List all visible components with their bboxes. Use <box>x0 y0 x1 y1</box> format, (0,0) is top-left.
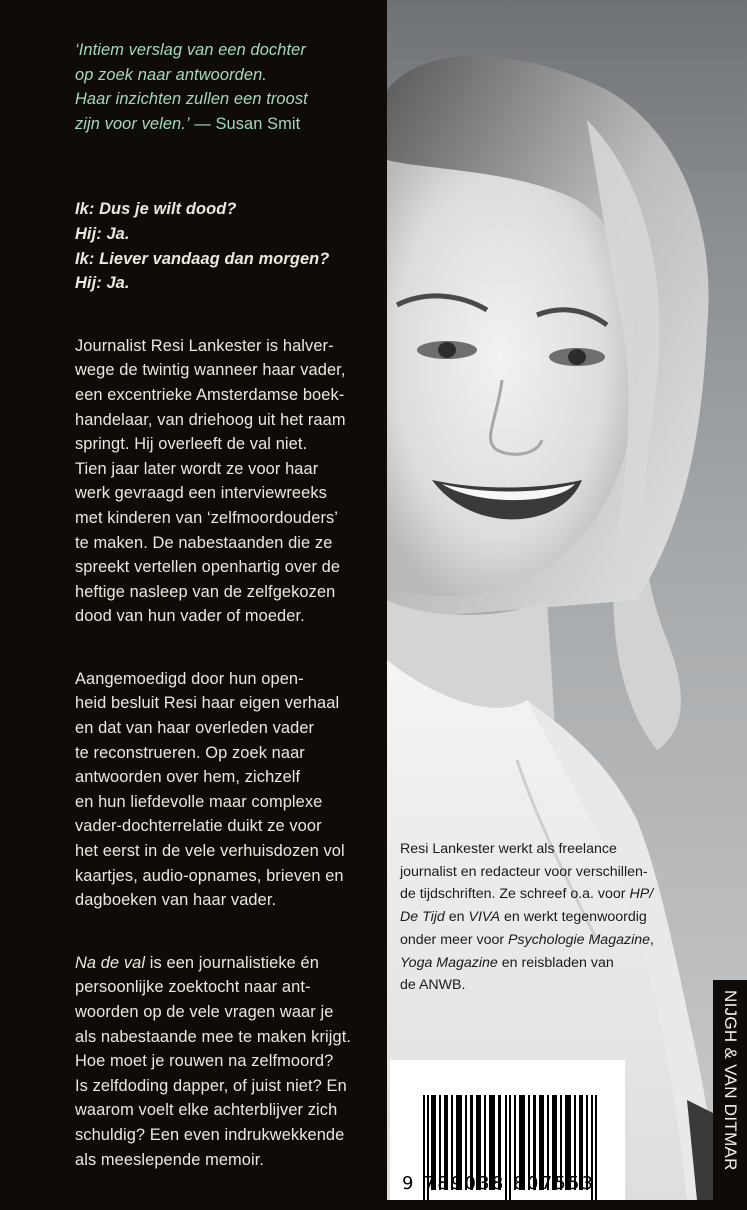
text-line: schuldig? Een even indrukwekkende <box>75 1125 345 1144</box>
bio-line <box>400 883 740 906</box>
magazine-name: HP/ <box>629 886 654 903</box>
text-line: Tien jaar later wordt ze voor haar <box>75 459 319 478</box>
text-line: vader-dochterrelatie duikt ze voor <box>75 817 322 836</box>
dialogue-line: Ik: Liever vandaag dan morgen? <box>75 249 330 268</box>
text-fragment: de tijdschriften. Ze schreef o.a. voor <box>400 886 630 903</box>
bio-line <box>400 906 740 929</box>
book-title: Na de val <box>75 953 146 972</box>
dialogue-line: Ik: Dus je wilt dood? <box>75 200 237 219</box>
magazine-name: Yoga Magazine <box>400 954 498 971</box>
quote-attribution: — Susan Smit <box>189 114 301 133</box>
text-fragment: , <box>650 931 654 948</box>
author-bio <box>400 838 740 997</box>
text-line: Hoe moet je rouwen na zelfmoord? <box>75 1052 334 1071</box>
quote-line: ‘Intiem verslag van een dochter <box>75 41 306 59</box>
text-line: spreekt vertellen openhartig over de <box>75 558 341 577</box>
text-line: heid besluit Resi haar eigen verhaal <box>75 694 340 713</box>
isbn-number: 9 789038 807553 <box>402 1173 596 1194</box>
text-line: en dat van haar overleden vader <box>75 719 315 738</box>
portrait-illustration <box>387 0 747 1200</box>
text-line: te maken. De nabestaanden die ze <box>75 533 333 552</box>
text-fragment: onder meer voor <box>400 931 509 948</box>
text-line: een excentrieke Amsterdamse boek- <box>75 385 345 404</box>
text-line: wege de twintig wanneer haar vader, <box>75 361 346 380</box>
bio-line: journalist en redacteur voor verschillen- <box>400 863 648 880</box>
magazine-name: De Tijd <box>400 909 445 926</box>
dialogue-line: Hij: Ja. <box>75 274 130 293</box>
bio-line <box>400 952 740 975</box>
text-line: handelaar, van driehoog uit het raam <box>75 410 346 429</box>
text-line: dood van hun vader of moeder. <box>75 607 305 626</box>
text-fragment: en werkt tegenwoordig <box>500 909 647 926</box>
quote-line: Haar inzichten zullen een troost <box>75 90 308 109</box>
dialogue-line: Hij: Ja. <box>75 224 130 243</box>
text-line: en hun liefdevolle maar complexe <box>75 792 323 811</box>
publisher-label <box>713 980 747 1200</box>
dialogue-excerpt <box>75 197 375 295</box>
bio-line: de ANWB. <box>400 977 466 994</box>
isbn-barcode <box>390 1060 625 1200</box>
quote-line: op zoek naar antwoorden. <box>75 65 267 84</box>
text-line: heftige nasleep van de zelfgekozen <box>75 582 336 601</box>
text-line: persoonlijke zoektocht naar ant- <box>75 978 311 997</box>
quote-line <box>75 112 375 137</box>
quote-text: zijn voor velen.’ <box>75 114 190 133</box>
text-line: kaartjes, audio-opnames, brieven en <box>75 866 344 885</box>
text-line <box>75 951 375 976</box>
endorsement-quote <box>75 38 375 136</box>
text-line: woorden op de vele vragen waar je <box>75 1003 334 1021</box>
publisher-name: NIJGH & VAN DITMAR <box>721 990 740 1171</box>
text-fragment: en reisbladen van <box>497 954 614 971</box>
magazine-name: VIVA <box>468 909 501 926</box>
text-line: werk gevraagd een interviewreeks <box>75 484 327 503</box>
bio-line: Resi Lankester werkt als freelance <box>400 841 617 857</box>
text-fragment: is een journalistieke én <box>145 953 319 972</box>
text-line: waarom voelt elke achterblijver zich <box>75 1101 338 1120</box>
text-line: te reconstrueren. Op zoek naar <box>75 743 305 762</box>
text-line: springt. Hij overleeft de val niet. <box>75 435 308 454</box>
text-line: dagboeken van haar vader. <box>75 891 277 910</box>
blurb-paragraph-3 <box>75 951 375 1172</box>
text-line: Journalist Resi Lankester is halver- <box>75 336 334 355</box>
text-line: Aangemoedigd door hun open- <box>75 669 304 688</box>
text-line: Is zelfdoding dapper, of juist niet? En <box>75 1076 347 1095</box>
blurb-paragraph-1 <box>75 334 375 629</box>
blurb-paragraph-2 <box>75 667 375 913</box>
text-line: antwoorden over hem, zichzelf <box>75 768 301 787</box>
blurb-column <box>75 38 375 1210</box>
magazine-name: Psychologie Magazine <box>508 931 651 948</box>
author-photo <box>387 0 747 1200</box>
text-line: het eerst in de vele verhuisdozen vol <box>75 842 345 861</box>
text-line: als nabestaande mee te maken krijgt. <box>75 1027 352 1046</box>
text-line: als meeslepende memoir. <box>75 1150 265 1169</box>
bio-line <box>400 929 740 952</box>
text-line: met kinderen van ‘zelfmoordouders’ <box>75 508 339 527</box>
text-fragment: en <box>444 909 469 926</box>
